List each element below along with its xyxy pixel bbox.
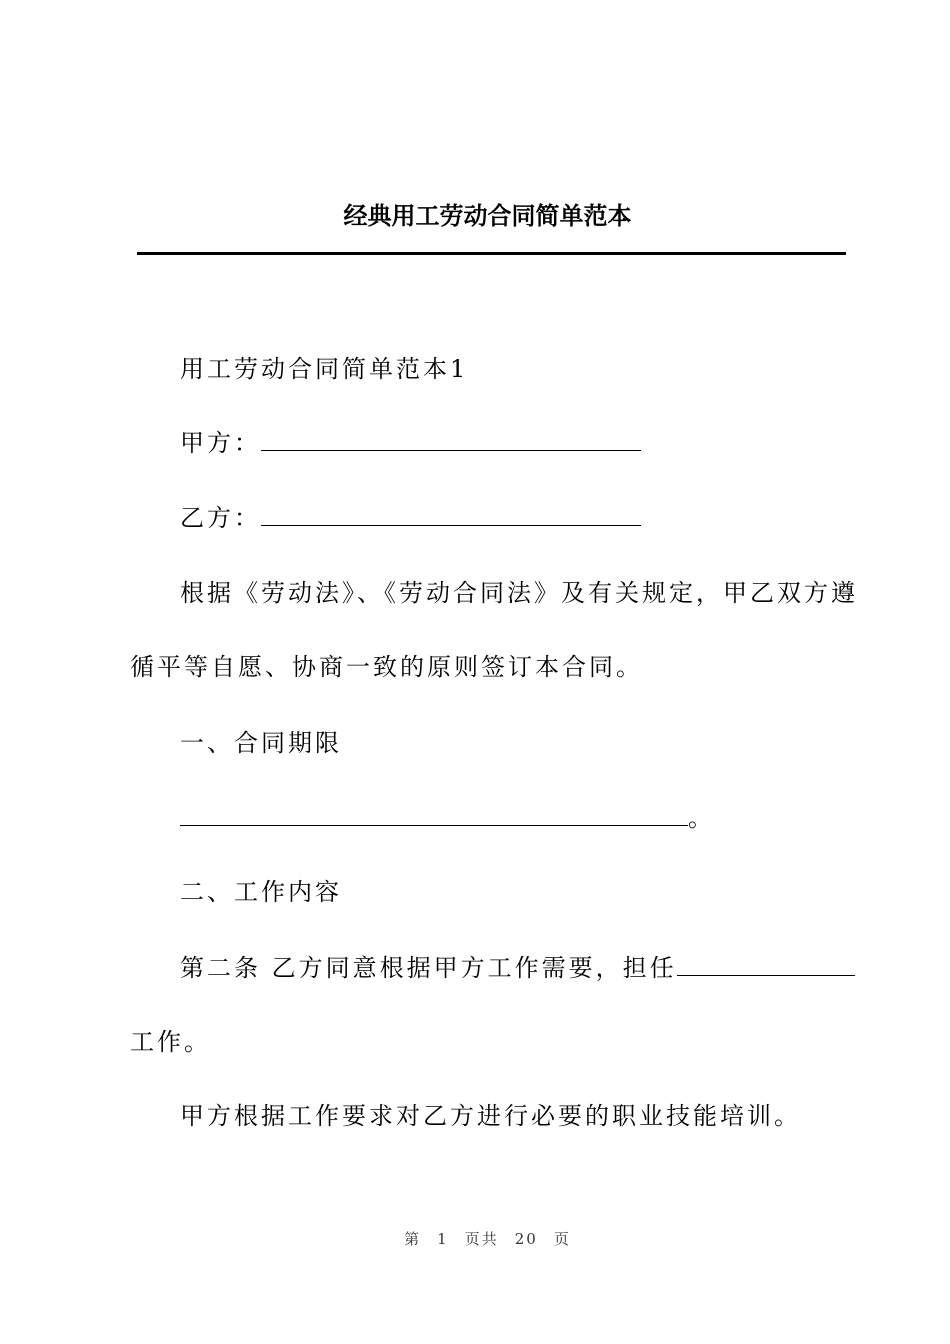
training-paragraph: 甲方根据工作要求对乙方进行必要的职业技能培训。 <box>180 1102 801 1130</box>
footer-page-current: 1 <box>437 1230 449 1248</box>
intro-paragraph-line1: 根据《劳动法》、《劳动合同法》及有关规定，甲乙双方遵 <box>180 579 858 607</box>
section1-title: 一、合同期限 <box>180 729 342 757</box>
party-a-line <box>180 428 641 458</box>
footer-mid: 页共 <box>464 1230 499 1248</box>
party-b-line <box>180 503 641 533</box>
footer-prefix: 第 <box>404 1230 422 1248</box>
document-title: 经典用工劳动合同简单范本 <box>343 201 632 230</box>
footer-suffix: 页 <box>553 1230 571 1248</box>
term-blank <box>180 805 688 826</box>
title-underline <box>137 252 846 255</box>
party-a-blank <box>261 430 641 451</box>
intro-paragraph-line2: 循平等自愿、协商一致的原则签订本合同。 <box>130 653 643 681</box>
article2-line <box>180 953 855 983</box>
section1-term-line <box>180 803 715 833</box>
contract-heading: 用工劳动合同简单范本1 <box>180 355 469 383</box>
article2-continuation: 工作。 <box>130 1028 211 1056</box>
position-blank <box>677 955 855 976</box>
party-a-label: 甲方： <box>180 429 261 457</box>
section2-title: 二、工作内容 <box>180 878 342 906</box>
party-b-blank <box>261 505 641 526</box>
footer-page-total: 20 <box>514 1230 538 1248</box>
article2-text: 第二条 乙方同意根据甲方工作需要，担任 <box>180 954 677 982</box>
term-period: 。 <box>688 804 715 832</box>
party-b-label: 乙方： <box>180 504 261 532</box>
page-footer <box>0 1228 950 1249</box>
